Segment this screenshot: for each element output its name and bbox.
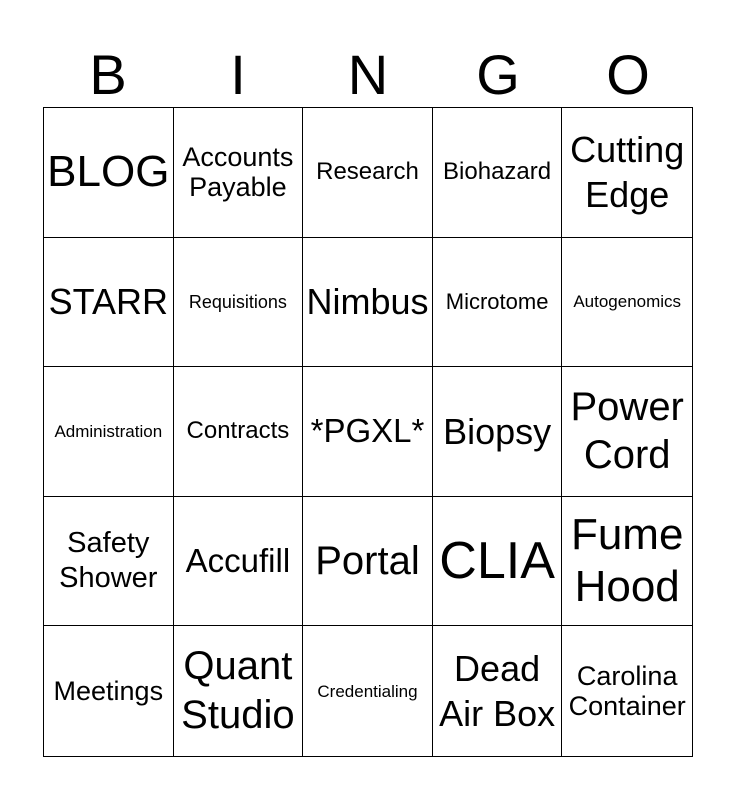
bingo-cell: Requisitions — [174, 238, 304, 368]
bingo-cell: Autogenomics — [562, 238, 692, 368]
bingo-cell: Biopsy — [433, 367, 563, 497]
bingo-cell: Accufill — [174, 497, 304, 627]
header-letter-b: B — [89, 43, 127, 106]
bingo-cell: Safety Shower — [44, 497, 174, 627]
bingo-cell: Microtome — [433, 238, 563, 368]
bingo-cell: Nimbus — [303, 238, 433, 368]
bingo-board — [43, 107, 693, 757]
bingo-cell: Dead Air Box — [433, 626, 563, 756]
header-letter-n: N — [347, 43, 389, 106]
bingo-header — [43, 42, 693, 108]
bingo-cell: Power Cord — [562, 367, 692, 497]
bingo-cell: Biohazard — [433, 108, 563, 238]
bingo-cell: Research — [303, 108, 433, 238]
bingo-cell: Credentialing — [303, 626, 433, 756]
bingo-cell: Quant Studio — [174, 626, 304, 756]
header-letter-o: O — [606, 43, 650, 106]
header-letter-g: G — [476, 43, 520, 106]
bingo-cell: BLOG — [44, 108, 174, 238]
bingo-cell: Cutting Edge — [562, 108, 692, 238]
bingo-cell: Contracts — [174, 367, 304, 497]
bingo-cell: Accounts Payable — [174, 108, 304, 238]
bingo-cell: Fume Hood — [562, 497, 692, 627]
bingo-cell: Meetings — [44, 626, 174, 756]
bingo-cell: STARR — [44, 238, 174, 368]
bingo-cell: Portal — [303, 497, 433, 627]
bingo-cell: Carolina Container — [568, 660, 686, 722]
bingo-cell: *PGXL* — [303, 367, 433, 497]
header-letter-i: I — [230, 43, 246, 106]
bingo-cell: Administration — [44, 367, 174, 497]
bingo-cell: CLIA — [433, 497, 563, 627]
